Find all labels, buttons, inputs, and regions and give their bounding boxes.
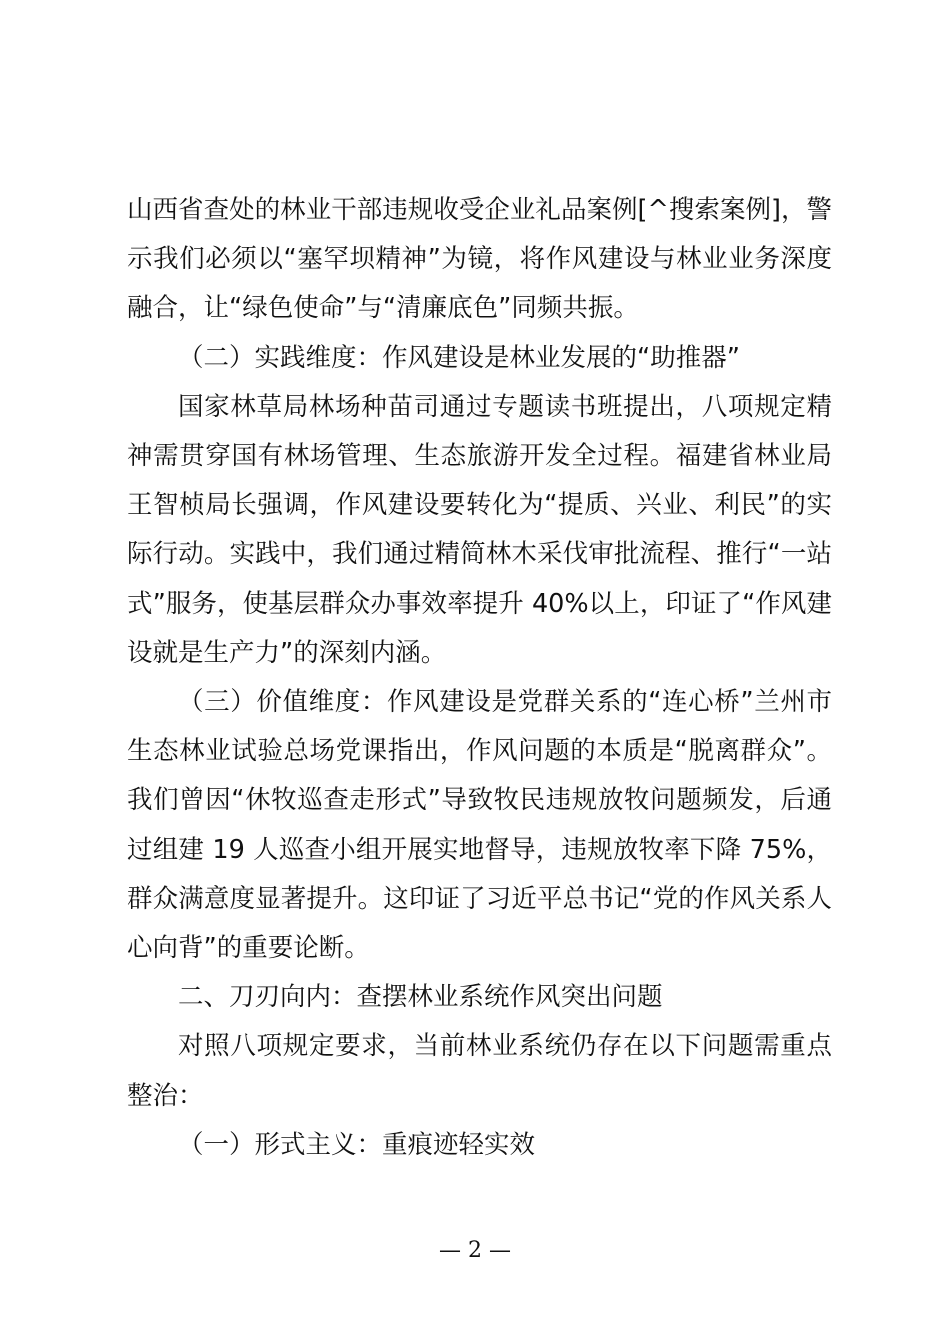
section-heading-practice: （二）实践维度：作风建设是林业发展的“助推器” bbox=[178, 342, 740, 373]
page-number: — 2 — bbox=[439, 1238, 511, 1263]
paragraph-value: （三）价值维度：作风建设是党群关系的“连心桥”兰州市生态林业试验总场党课指出，作风问题的本质是“脱离群众”。我们曾因“休牧巡查走形式”导致牧民违规放牧问题频发，后通过组建 19 人巡查小组开展实地督导，违规放牧率下降 75%，群众满意度显著提升。这印证了习近平总书记“党的作风关系人心向背”的重要论断。 bbox=[127, 687, 832, 964]
section-heading-formalism: （一）形式主义：重痕迹轻实效 bbox=[178, 1129, 536, 1160]
paragraph-practice: 国家林草局林场种苗司通过专题读书班提出，八项规定精神需贯穿国有林场管理、生态旅游开发全过程。福建省林业局王智桢局长强调，作风建设要转化为“提质、兴业、利民”的实际行动。实践中，我们通过精简林木采伐审批流程、推行“一站式”服务，使基层群众办事效率提升 40%以上，印证了“作风建设就是生产力”的深刻内涵。 bbox=[127, 391, 832, 668]
paragraph-continuation: 山西省查处的林业干部违规收受企业礼品案例[^搜索案例]，警示我们必须以“塞罕坝精神”为镜，将作风建设与林业业务深度融合，让“绿色使命”与“清廉底色”同频共振。 bbox=[127, 195, 832, 324]
paragraph-intro: 对照八项规定要求，当前林业系统仍存在以下问题需重点整治： bbox=[127, 1031, 832, 1111]
chapter-heading: 二、刀刃向内：查摆林业系统作风突出问题 bbox=[178, 982, 663, 1013]
body-text bbox=[127, 186, 832, 1170]
